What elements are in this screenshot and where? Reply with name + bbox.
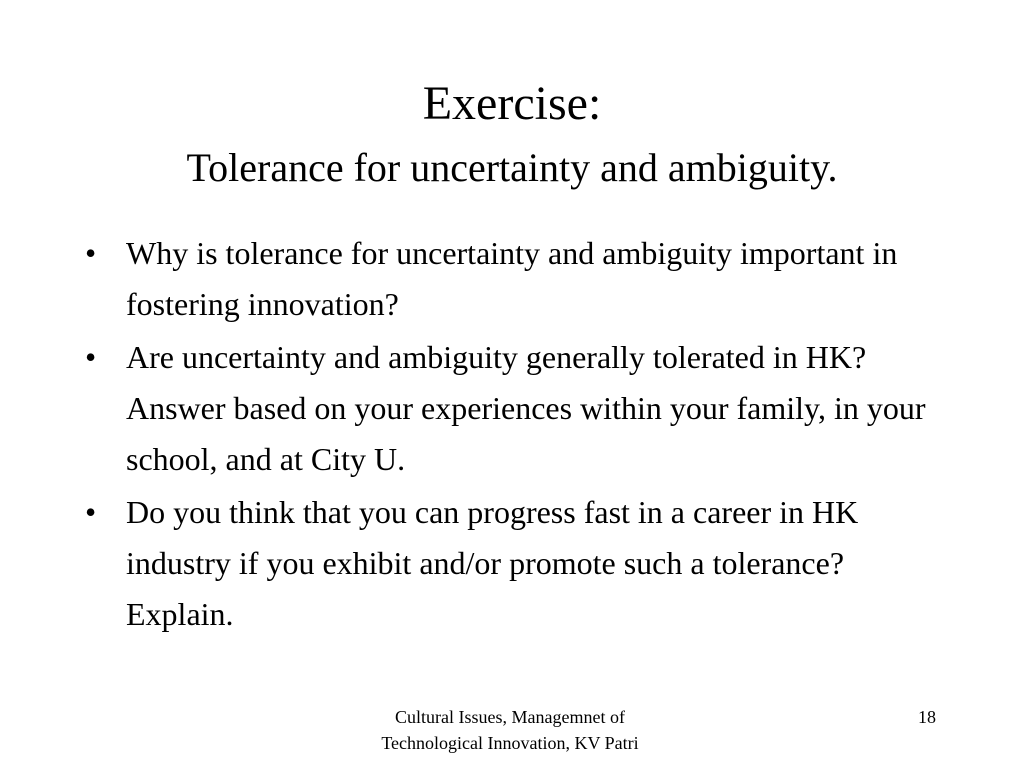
bullet-icon: • (85, 339, 97, 375)
slide-title: Exercise: (422, 77, 602, 130)
bullet-text: Do you think that you can progress fast in a career in HK industry if you exhibit and/or promote such a tolerance? Explain. (126, 494, 859, 632)
slide-subtitle: Tolerance for uncertainty and ambiguity. (186, 145, 838, 190)
bullet-text: Why is tolerance for uncertainty and ambiguity important in fostering innovation? (126, 235, 898, 322)
slide-footer (360, 704, 660, 756)
bullet-item (85, 228, 945, 330)
footer-line-1: Cultural Issues, Managemnet of (395, 707, 625, 727)
bullet-text: Are uncertainty and ambiguity generally tolerated in HK? Answer based on your experiences within your family, in your school, and at City U. (126, 339, 926, 477)
bullet-item (85, 487, 945, 640)
bullet-item (85, 332, 945, 485)
page-number: 18 (918, 707, 936, 727)
footer-line-2: Technological Innovation, KV Patri (381, 733, 639, 753)
bullet-icon: • (85, 494, 97, 530)
bullet-list (85, 228, 945, 642)
bullet-icon: • (85, 235, 97, 271)
